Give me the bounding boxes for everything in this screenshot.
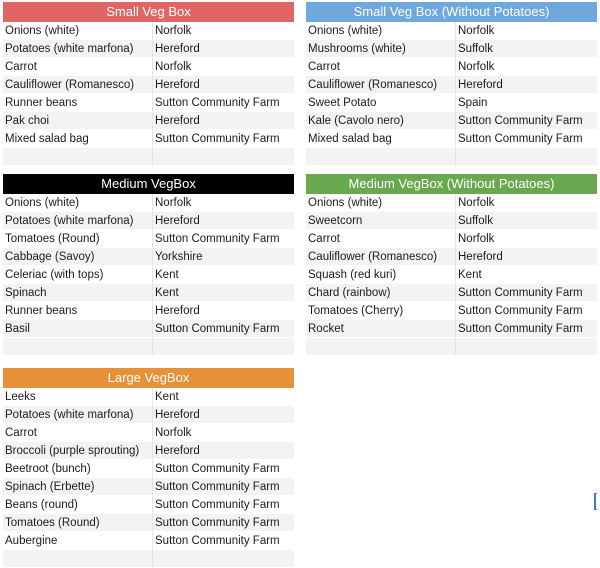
vegetable-cell[interactable]: Runner beans xyxy=(3,94,153,112)
vegetable-cell[interactable]: Runner beans xyxy=(3,302,153,320)
origin-cell[interactable]: Sutton Community Farm xyxy=(153,460,294,478)
table-row xyxy=(3,406,294,424)
table-row xyxy=(3,442,294,460)
origin-cell[interactable]: Sutton Community Farm xyxy=(153,514,294,532)
table-row xyxy=(306,76,597,94)
table-row xyxy=(306,94,597,112)
origin-cell[interactable]: Sutton Community Farm xyxy=(456,320,597,338)
vegetable-cell[interactable]: Potatoes (white marfona) xyxy=(3,406,153,424)
table-row xyxy=(3,266,294,284)
origin-cell[interactable]: Hereford xyxy=(153,212,294,230)
origin-cell[interactable]: Norfolk xyxy=(456,230,597,248)
vegetable-cell[interactable] xyxy=(306,338,456,356)
origin-cell[interactable]: Norfolk xyxy=(153,22,294,40)
vegetable-cell[interactable]: Cauliflower (Romanesco) xyxy=(306,76,456,94)
box-header: Large VegBox xyxy=(3,368,294,388)
table-row xyxy=(3,514,294,532)
table-row xyxy=(3,22,294,40)
origin-cell[interactable]: Norfolk xyxy=(153,424,294,442)
vegetable-cell[interactable]: Cauliflower (Romanesco) xyxy=(3,76,153,94)
table-row xyxy=(3,388,294,406)
table-row xyxy=(3,424,294,442)
origin-cell[interactable] xyxy=(456,148,597,166)
vegetable-cell[interactable] xyxy=(3,550,153,568)
vegetable-cell[interactable]: Carrot xyxy=(3,424,153,442)
table-row xyxy=(3,284,294,302)
vegetable-cell[interactable] xyxy=(3,338,153,356)
table-row xyxy=(3,320,294,338)
origin-cell[interactable]: Hereford xyxy=(456,248,597,266)
box-header: Small Veg Box xyxy=(3,2,294,22)
vegetable-cell[interactable]: Pak choi xyxy=(3,112,153,130)
table-row xyxy=(306,248,597,266)
vegetable-cell[interactable]: Tomatoes (Round) xyxy=(3,230,153,248)
origin-cell[interactable]: Sutton Community Farm xyxy=(153,478,294,496)
table-row xyxy=(3,496,294,514)
vegetable-cell[interactable]: Aubergine xyxy=(3,532,153,550)
origin-cell[interactable]: Spain xyxy=(456,94,597,112)
table-body xyxy=(306,194,597,356)
vegetable-cell[interactable]: Broccoli (purple sprouting) xyxy=(3,442,153,460)
table-row xyxy=(3,550,294,568)
table-row xyxy=(306,212,597,230)
origin-cell[interactable]: Yorkshire xyxy=(153,248,294,266)
table-row xyxy=(3,76,294,94)
table-row xyxy=(3,212,294,230)
table-row xyxy=(3,460,294,478)
origin-cell[interactable]: Norfolk xyxy=(153,194,294,212)
table-row xyxy=(306,230,597,248)
origin-cell[interactable] xyxy=(153,550,294,568)
vegetable-cell[interactable]: Carrot xyxy=(3,58,153,76)
origin-cell[interactable]: Sutton Community Farm xyxy=(456,302,597,320)
table-row xyxy=(306,22,597,40)
origin-cell[interactable]: Suffolk xyxy=(456,40,597,58)
vegetable-cell[interactable]: Cabbage (Savoy) xyxy=(3,248,153,266)
vegetable-cell[interactable]: Mixed salad bag xyxy=(3,130,153,148)
origin-cell[interactable]: Sutton Community Farm xyxy=(456,284,597,302)
table-row xyxy=(306,320,597,338)
origin-cell[interactable]: Norfolk xyxy=(153,58,294,76)
origin-cell[interactable]: Sutton Community Farm xyxy=(153,230,294,248)
box-header: Medium VegBox (Without Potatoes) xyxy=(306,174,597,194)
vegetable-cell[interactable]: Onions (white) xyxy=(306,22,456,40)
box-header: Small Veg Box (Without Potatoes) xyxy=(306,2,597,22)
vegetable-cell[interactable]: Leeks xyxy=(3,388,153,406)
table-row xyxy=(3,478,294,496)
origin-cell[interactable]: Sutton Community Farm xyxy=(456,112,597,130)
vegetable-cell[interactable]: Kale (Cavolo nero) xyxy=(306,112,456,130)
origin-cell[interactable] xyxy=(153,148,294,166)
origin-cell[interactable]: Norfolk xyxy=(456,194,597,212)
vegetable-cell[interactable]: Potatoes (white marfona) xyxy=(3,212,153,230)
table-row xyxy=(3,230,294,248)
vegetable-cell[interactable]: Cauliflower (Romanesco) xyxy=(306,248,456,266)
vegetable-cell[interactable]: Spinach xyxy=(3,284,153,302)
origin-cell[interactable]: Sutton Community Farm xyxy=(153,94,294,112)
origin-cell[interactable] xyxy=(153,338,294,356)
vegetable-cell[interactable]: Celeriac (with tops) xyxy=(3,266,153,284)
vegetable-cell[interactable]: Tomatoes (Round) xyxy=(3,514,153,532)
box-header: Medium VegBox xyxy=(3,174,294,194)
table-row xyxy=(306,338,597,356)
vegetable-cell[interactable]: Squash (red kuri) xyxy=(306,266,456,284)
vegetable-cell[interactable]: Rocket xyxy=(306,320,456,338)
origin-cell[interactable]: Norfolk xyxy=(456,58,597,76)
origin-cell[interactable]: Kent xyxy=(153,388,294,406)
table-body xyxy=(306,22,597,166)
origin-cell[interactable]: Hereford xyxy=(153,76,294,94)
table-row xyxy=(306,148,597,166)
table-row xyxy=(306,58,597,76)
origin-cell[interactable]: Sutton Community Farm xyxy=(153,130,294,148)
vegetable-cell[interactable]: Mixed salad bag xyxy=(306,130,456,148)
table-row xyxy=(3,130,294,148)
vegetable-cell[interactable]: Potatoes (white marfona) xyxy=(3,40,153,58)
medium-vegbox-without-potatoes-table xyxy=(306,174,597,356)
table-body xyxy=(3,194,294,356)
table-row xyxy=(3,248,294,266)
origin-cell[interactable]: Kent xyxy=(456,266,597,284)
table-row xyxy=(3,194,294,212)
origin-cell[interactable]: Sutton Community Farm xyxy=(456,130,597,148)
vegetable-cell[interactable]: Basil xyxy=(3,320,153,338)
table-row xyxy=(3,338,294,356)
vegetable-cell[interactable]: Mushrooms (white) xyxy=(306,40,456,58)
vegetable-cell[interactable]: Sweet Potato xyxy=(306,94,456,112)
table-row xyxy=(306,284,597,302)
origin-cell[interactable]: Kent xyxy=(153,284,294,302)
vegetable-cell[interactable]: Chard (rainbow) xyxy=(306,284,456,302)
table-row xyxy=(3,532,294,550)
vegetable-cell[interactable]: Spinach (Erbette) xyxy=(3,478,153,496)
origin-cell[interactable]: Sutton Community Farm xyxy=(153,496,294,514)
table-row xyxy=(3,94,294,112)
table-row xyxy=(306,130,597,148)
origin-cell[interactable]: Hereford xyxy=(153,406,294,424)
origin-cell[interactable]: Sutton Community Farm xyxy=(153,532,294,550)
origin-cell[interactable]: Hereford xyxy=(456,76,597,94)
origin-cell[interactable] xyxy=(456,338,597,356)
medium-vegbox-table xyxy=(3,174,294,356)
vegetable-cell[interactable]: Sweetcorn xyxy=(306,212,456,230)
origin-cell[interactable]: Hereford xyxy=(153,302,294,320)
table-row xyxy=(306,266,597,284)
table-row xyxy=(306,112,597,130)
vegetable-cell[interactable]: Onions (white) xyxy=(306,194,456,212)
table-body xyxy=(3,22,294,166)
origin-cell[interactable]: Hereford xyxy=(153,112,294,130)
table-row xyxy=(3,148,294,166)
table-row xyxy=(306,302,597,320)
small-veg-box-without-potatoes-table xyxy=(306,2,597,166)
table-row xyxy=(3,112,294,130)
origin-cell[interactable]: Sutton Community Farm xyxy=(153,320,294,338)
table-body xyxy=(3,388,294,568)
table-row xyxy=(3,40,294,58)
vegetable-cell[interactable]: Beetroot (bunch) xyxy=(3,460,153,478)
vegetable-cell[interactable] xyxy=(3,148,153,166)
table-row xyxy=(3,58,294,76)
selection-handle[interactable] xyxy=(594,493,597,510)
vegetable-cell[interactable]: Carrot xyxy=(306,58,456,76)
origin-cell[interactable]: Suffolk xyxy=(456,212,597,230)
table-row xyxy=(306,194,597,212)
table-row xyxy=(306,40,597,58)
small-veg-box-table xyxy=(3,2,294,166)
origin-cell[interactable]: Hereford xyxy=(153,442,294,460)
table-row xyxy=(3,302,294,320)
vegetable-cell[interactable]: Beans (round) xyxy=(3,496,153,514)
vegetable-cell[interactable]: Onions (white) xyxy=(3,194,153,212)
origin-cell[interactable]: Hereford xyxy=(153,40,294,58)
origin-cell[interactable]: Kent xyxy=(153,266,294,284)
origin-cell[interactable]: Norfolk xyxy=(456,22,597,40)
vegetable-cell[interactable]: Tomatoes (Cherry) xyxy=(306,302,456,320)
vegetable-cell[interactable] xyxy=(306,148,456,166)
vegetable-cell[interactable]: Onions (white) xyxy=(3,22,153,40)
vegetable-cell[interactable]: Carrot xyxy=(306,230,456,248)
large-vegbox-table xyxy=(3,368,294,568)
